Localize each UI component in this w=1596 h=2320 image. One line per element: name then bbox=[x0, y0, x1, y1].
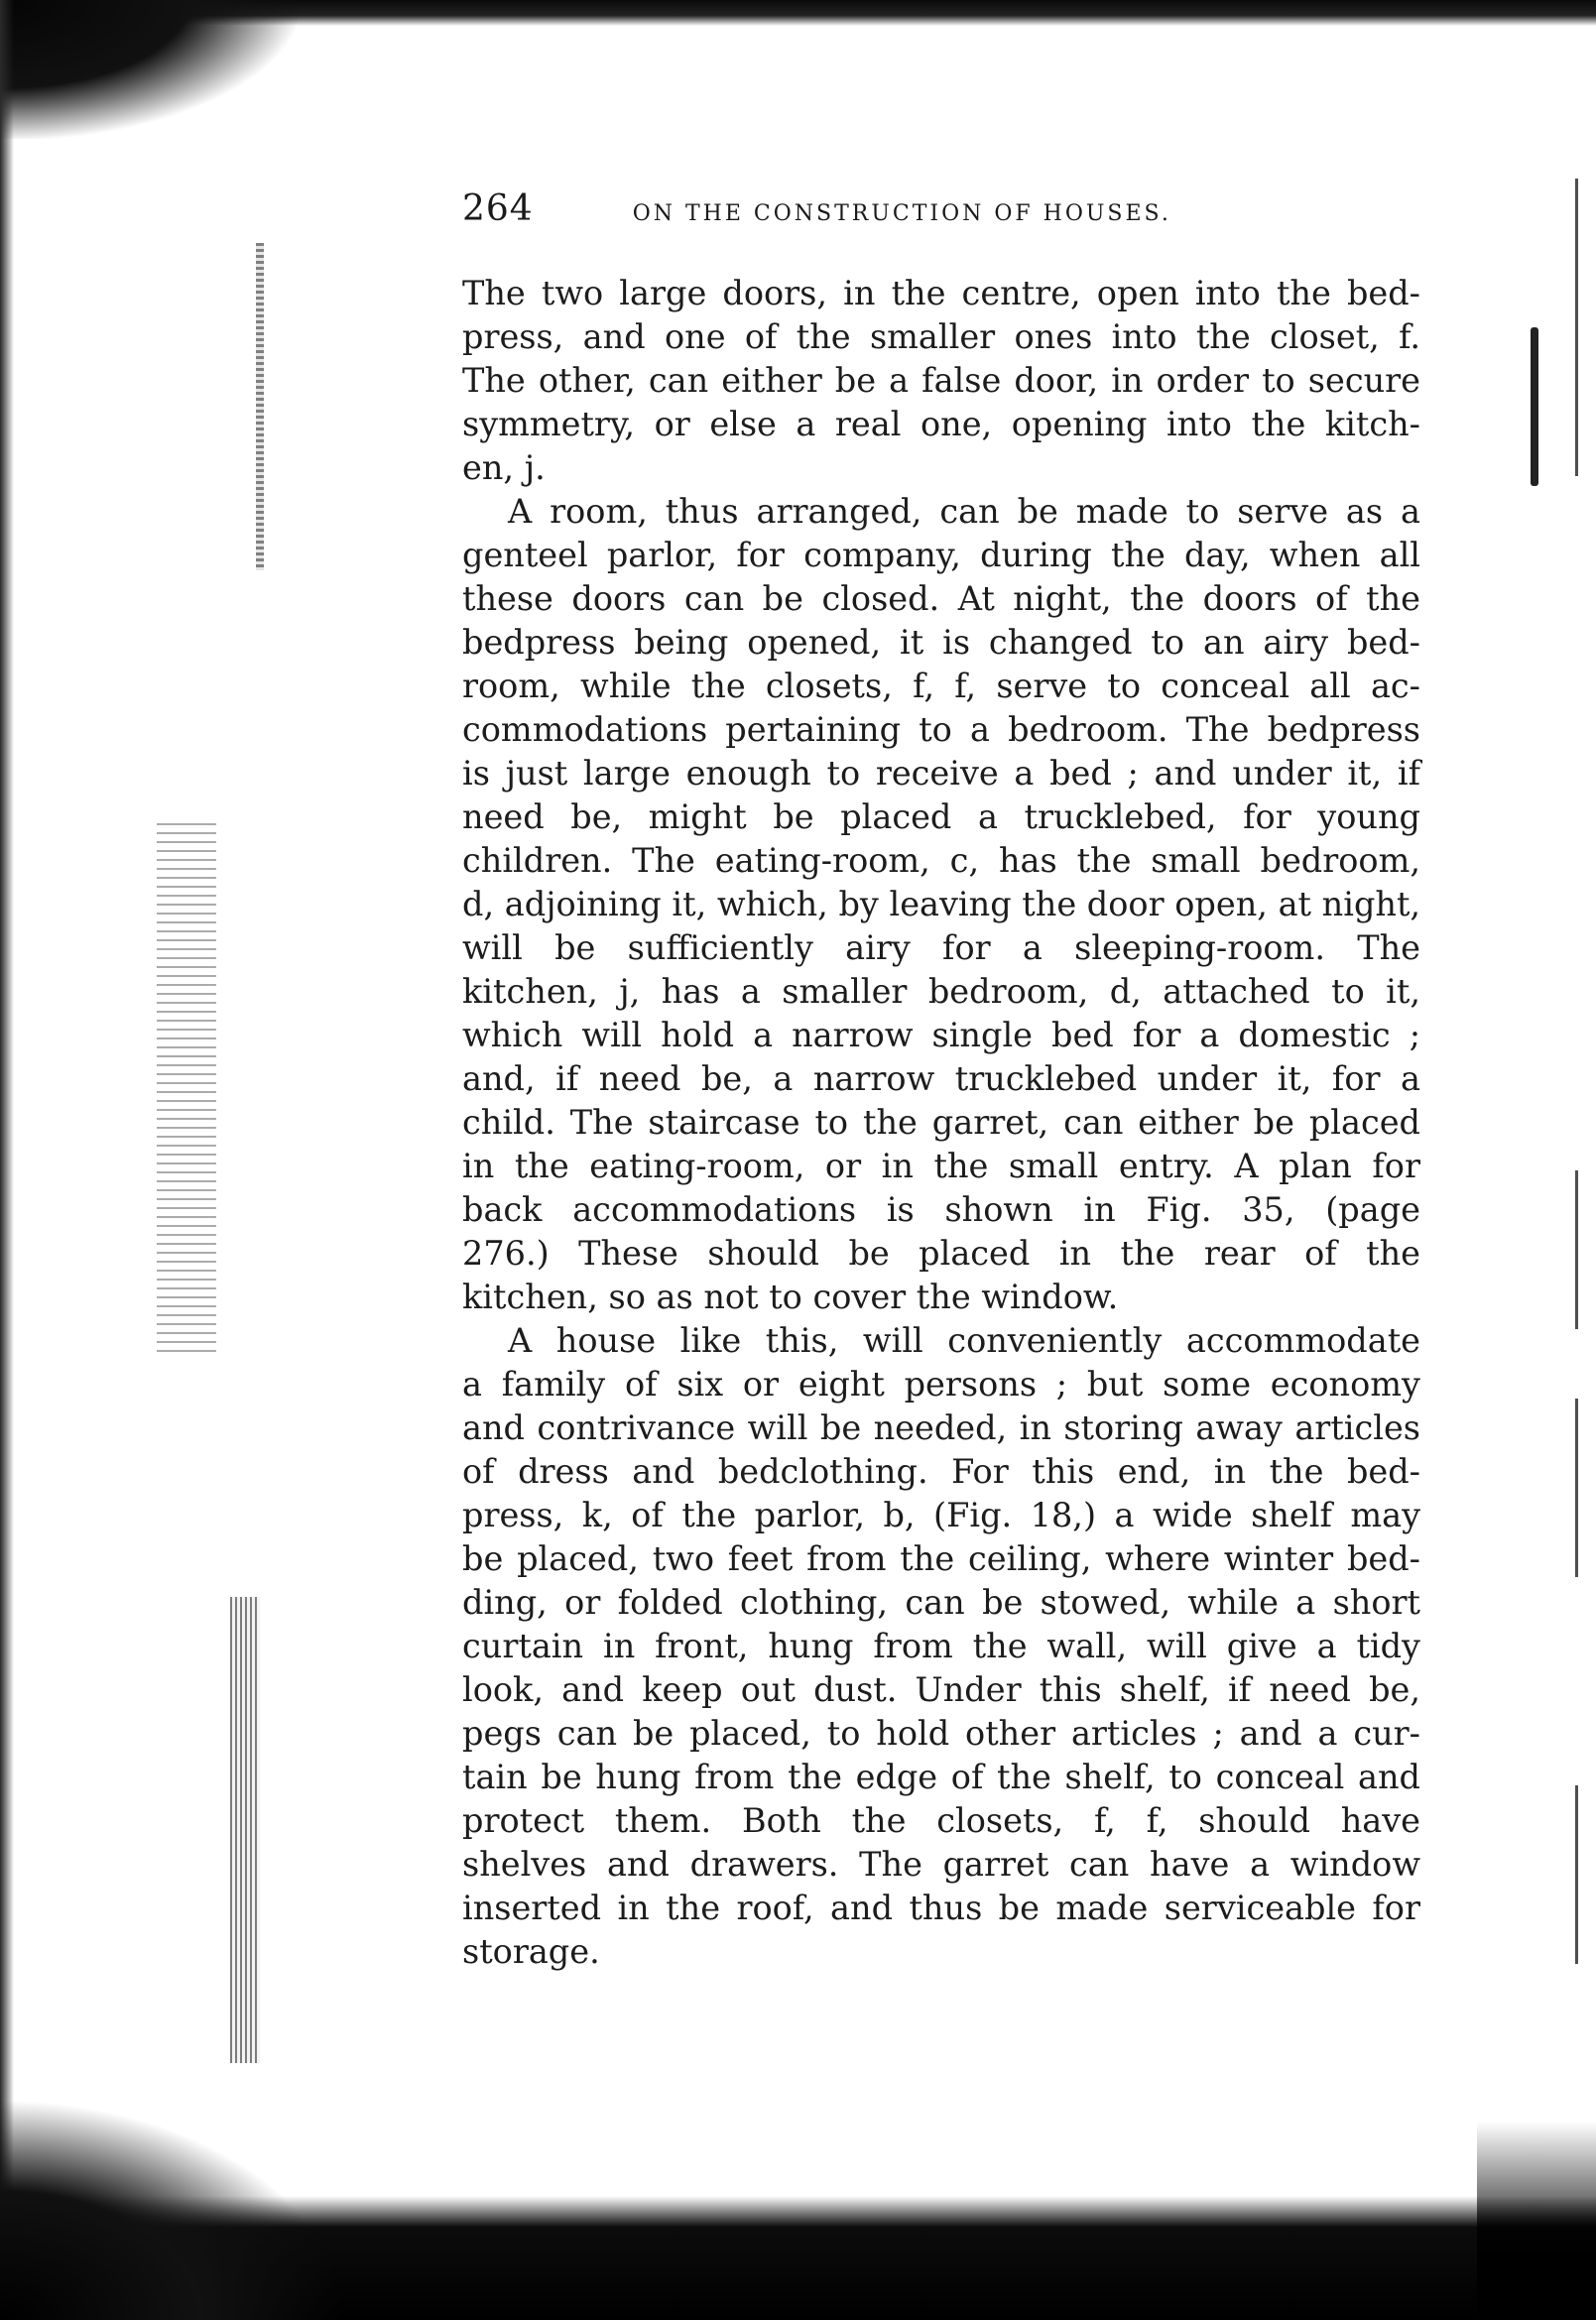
text-line: and contrivance will be needed, in storing away articles bbox=[462, 1408, 1420, 1447]
text-line: children. The eating-room, c, has the small bedroom, bbox=[462, 841, 1420, 880]
running-title: ON THE CONSTRUCTION OF HOUSES. bbox=[632, 201, 1171, 226]
text-line: ding, or folded clothing, can be stowed, while a short bbox=[462, 1583, 1420, 1622]
scan-shadow-left-edge bbox=[0, 0, 14, 2320]
scan-shadow-top-left bbox=[0, 0, 298, 139]
text-line: 276.) These should be placed in the rear of the bbox=[462, 1234, 1420, 1273]
text-line: inserted in the roof, and thus be made serviceable for bbox=[462, 1889, 1420, 1927]
scan-shadow-bottom-right bbox=[1477, 2122, 1596, 2320]
text-line: tain be hung from the edge of the shelf, to conceal and bbox=[462, 1758, 1420, 1796]
text-line: pegs can be placed, to hold other articles ; and a cur- bbox=[462, 1714, 1420, 1753]
text-line: genteel parlor, for company, during the day, when all bbox=[462, 536, 1420, 574]
text-line: curtain in front, hung from the wall, will give a tidy bbox=[462, 1627, 1420, 1665]
scan-shadow-bottom-left bbox=[0, 2092, 357, 2320]
text-line: commodations pertaining to a bedroom. The bedpress bbox=[462, 710, 1420, 749]
gutter-bleed-mark bbox=[230, 1597, 260, 2063]
running-head bbox=[462, 188, 1256, 229]
text-line: en, j. bbox=[462, 448, 546, 487]
text-line: symmetry, or else a real one, opening into the kitch- bbox=[462, 405, 1420, 443]
gutter-bleed-mark bbox=[256, 243, 264, 570]
paragraph-first-line: A room, thus arranged, can be made to serve as a bbox=[508, 492, 1420, 531]
page-edge-mark bbox=[1575, 1785, 1578, 1964]
text-line: back accommodations is shown in Fig. 35, (page bbox=[462, 1190, 1420, 1229]
text-line: and, if need be, a narrow trucklebed under it, for a bbox=[462, 1059, 1420, 1098]
paragraph-first-line: A house like this, will conveniently accommodate bbox=[508, 1321, 1420, 1360]
text-line: child. The staircase to the garret, can either be placed bbox=[462, 1103, 1420, 1142]
page-edge-mark bbox=[1575, 1170, 1578, 1329]
text-line: The other, can either be a false door, in order to secure bbox=[462, 361, 1420, 400]
page-edge-mark bbox=[1531, 327, 1538, 486]
gutter-bleed-mark bbox=[157, 823, 216, 1359]
text-line: protect them. Both the closets, f, f, should have bbox=[462, 1801, 1420, 1840]
text-line: The two large doors, in the centre, open into the bed- bbox=[462, 274, 1420, 312]
text-line: which will hold a narrow single bed for a domestic ; bbox=[462, 1016, 1420, 1054]
text-line: kitchen, j, has a smaller bedroom, d, attached to it, bbox=[462, 972, 1420, 1011]
text-line: of dress and bedclothing. For this end, in the bed- bbox=[462, 1452, 1420, 1491]
text-line: need be, might be placed a trucklebed, for young bbox=[462, 797, 1420, 836]
page-edge-mark bbox=[1575, 179, 1578, 476]
body-text bbox=[462, 272, 1420, 1974]
text-line: be placed, two feet from the ceiling, where winter bed- bbox=[462, 1539, 1420, 1578]
text-line: press, k, of the parlor, b, (Fig. 18,) a wide shelf may bbox=[462, 1496, 1420, 1534]
text-line: d, adjoining it, which, by leaving the door open, at night, bbox=[462, 885, 1421, 923]
text-line: a family of six or eight persons ; but some economy bbox=[462, 1365, 1420, 1404]
text-line: storage. bbox=[462, 1932, 600, 1971]
page-number: 264 bbox=[462, 188, 534, 229]
text-line: is just large enough to receive a bed ; and under it, if bbox=[462, 754, 1420, 793]
text-line: room, while the closets, f, f, serve to conceal all ac- bbox=[462, 667, 1420, 705]
text-line: shelves and drawers. The garret can have a window bbox=[462, 1845, 1420, 1884]
text-line: press, and one of the smaller ones into the closet, f. bbox=[462, 317, 1420, 356]
text-line: bedpress being opened, it is changed to an airy bed- bbox=[462, 623, 1420, 662]
text-line: in the eating-room, or in the small entry. A plan for bbox=[462, 1147, 1420, 1185]
page-edge-mark bbox=[1575, 1399, 1578, 1577]
text-line: these doors can be closed. At night, the doors of the bbox=[462, 579, 1420, 618]
text-line: will be sufficiently airy for a sleeping-room. The bbox=[462, 928, 1420, 967]
text-line: look, and keep out dust. Under this shelf, if need be, bbox=[462, 1670, 1420, 1709]
text-line: kitchen, so as not to cover the window. bbox=[462, 1278, 1119, 1316]
